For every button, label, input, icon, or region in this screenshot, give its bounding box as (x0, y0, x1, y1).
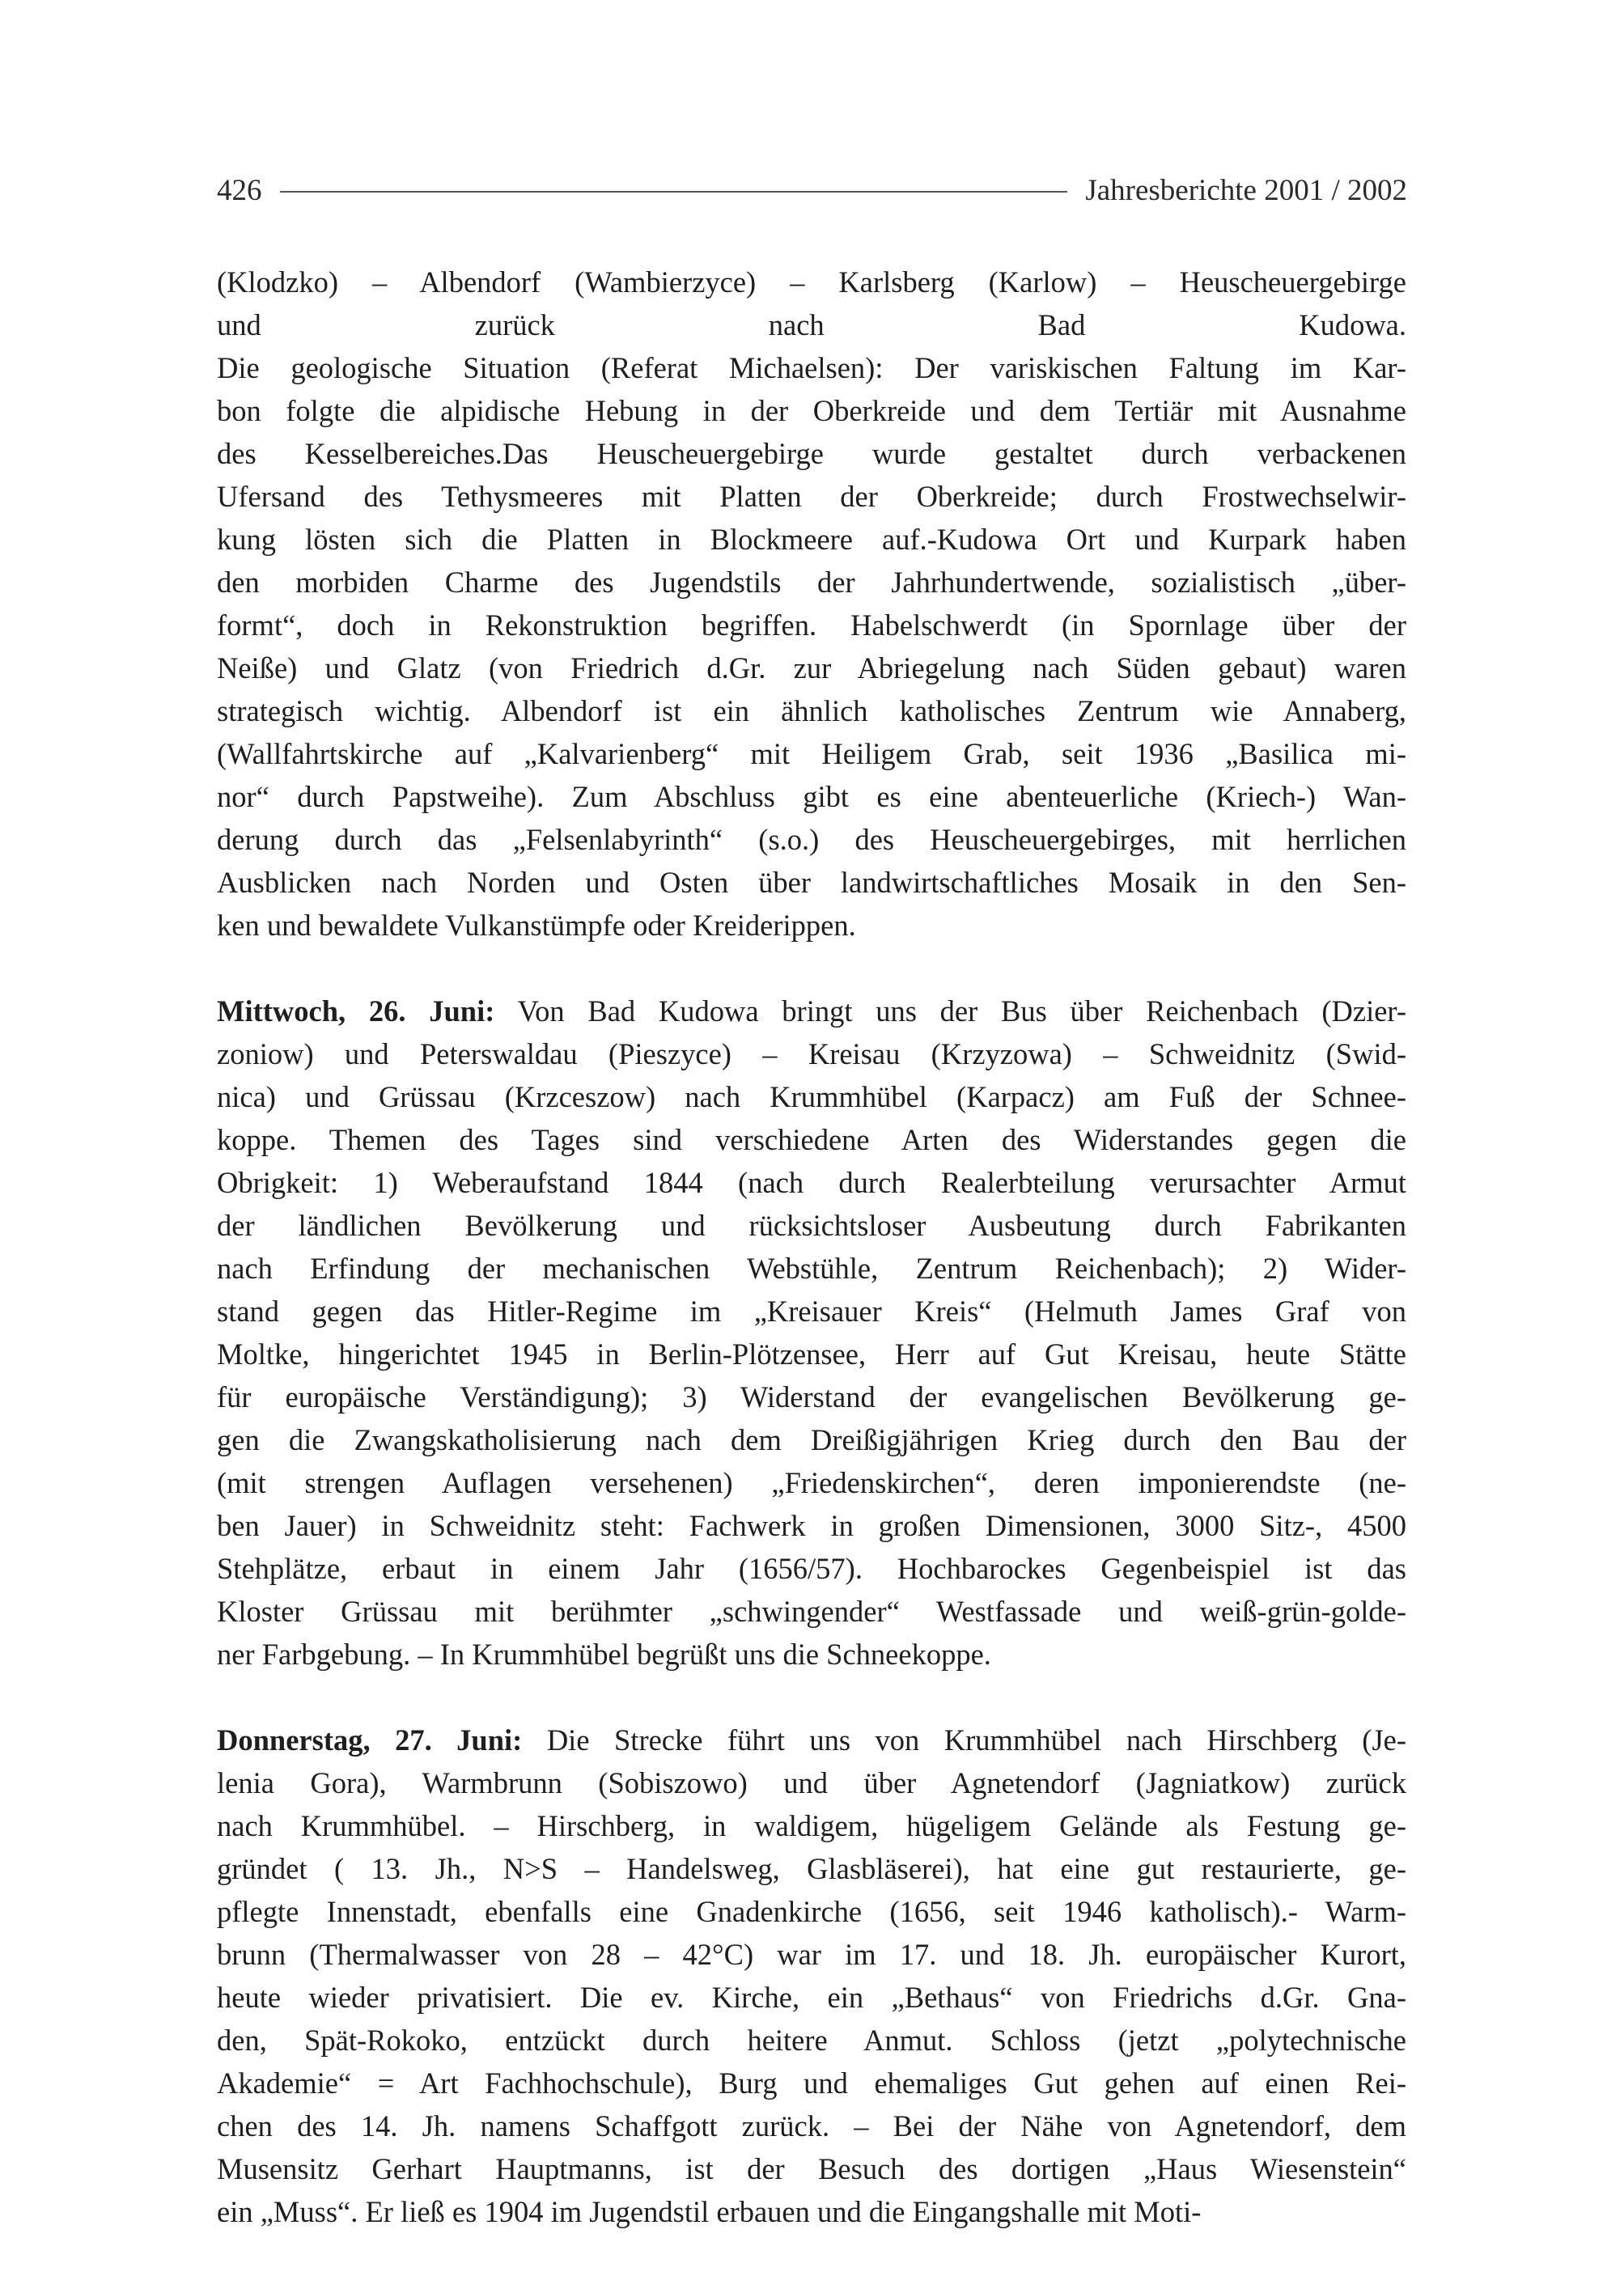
text-line (217, 818, 1406, 861)
line-text: ken und bewaldete Vulkanstümpfe oder Kreiderippen. (217, 909, 856, 942)
line-text: (Wallfahrtskirche auf „Kalvarienberg“ mit Heiligem Grab, seit 1936 „Basilica mi- (217, 737, 1406, 770)
line-text: Akademie“ = Art Fachhochschule), Burg und ehemaliges Gut gehen auf einen Rei- (217, 2066, 1406, 2100)
running-title: Jahresberichte 2001 / 2002 (1085, 173, 1407, 207)
header-rule (280, 191, 1068, 193)
line-text: nica) und Grüssau (Krzceszow) nach Krummhübel (Karpacz) am Fuß der Schnee- (217, 1080, 1406, 1113)
text-line (217, 2147, 1406, 2190)
line-text: zoniow) und Peterswaldau (Pieszyce) – Kreisau (Krzyzowa) – Schweidnitz (Swid- (217, 1037, 1406, 1070)
text-line (217, 990, 1406, 1032)
line-text: formt“, doch in Rekonstruktion begriffen. Habelschwerdt (in Spornlage über der (217, 608, 1406, 642)
line-text: bon folgte die alpidische Hebung in der Oberkreide und dem Tertiär mit Ausnahme (217, 394, 1406, 427)
text-line (217, 1847, 1406, 1890)
page-number: 426 (217, 173, 262, 207)
text-line (217, 775, 1406, 818)
text-line (217, 1075, 1406, 1118)
text-line (217, 1504, 1406, 1547)
text-line (217, 2019, 1406, 2062)
line-text: und zurück nach Bad Kudowa. (217, 308, 1406, 341)
line-text: gen die Zwangskatholisierung nach dem Dreißigjährigen Krieg durch den Bau der (217, 1423, 1406, 1456)
text-line (217, 1976, 1406, 2019)
text-line (217, 1418, 1406, 1461)
line-text: nach Erfindung der mechanischen Webstühle, Zentrum Reichenbach); 2) Wider- (217, 1252, 1406, 1285)
line-text: gründet ( 13. Jh., N>S – Handelsweg, Glasbläserei), hat eine gut restaurierte, ge- (217, 1852, 1406, 1885)
line-text: koppe. Themen des Tages sind verschiedene Arten des Widerstandes gegen die (217, 1123, 1406, 1156)
running-head (217, 170, 1407, 210)
text-line (217, 904, 1406, 947)
line-text: ner Farbgebung. – In Krummhübel begrüßt uns die Schneekoppe. (217, 1638, 991, 1671)
text-line (217, 475, 1406, 518)
text-line (217, 2104, 1406, 2147)
text-line (217, 1890, 1406, 1933)
line-text: nach Krummhübel. – Hirschberg, in waldigem, hügeligem Gelände als Festung ge- (217, 1809, 1406, 1842)
line-text: Obrigkeit: 1) Weberaufstand 1844 (nach durch Realerbteilung verursachter Armut (217, 1166, 1406, 1199)
text-line (217, 1804, 1406, 1847)
paragraph (217, 1719, 1406, 2233)
line-text: (mit strengen Auflagen versehenen) „Friedenskirchen“, deren imponierendste (ne- (217, 1466, 1406, 1499)
text-line (217, 1761, 1406, 1804)
paragraph-gap (217, 1676, 1406, 1719)
line-text: strategisch wichtig. Albendorf ist ein ähnlich katholisches Zentrum wie Annaberg, (217, 694, 1406, 727)
line-text: des Kesselbereiches.Das Heuscheuergebirge wurde gestaltet durch verbackenen (217, 437, 1406, 470)
line-text: Moltke, hingerichtet 1945 in Berlin-Plötzensee, Herr auf Gut Kreisau, heute Stätte (217, 1337, 1406, 1371)
text-line (217, 2190, 1406, 2233)
line-text: (Klodzko) – Albendorf (Wambierzyce) – Karlsberg (Karlow) – Heuscheuergebirge (217, 265, 1406, 299)
line-text: der ländlichen Bevölkerung und rücksichtsloser Ausbeutung durch Fabrikanten (217, 1209, 1406, 1242)
line-text: Ufersand des Tethysmeeres mit Platten der Oberkreide; durch Frostwechselwir- (217, 480, 1406, 513)
line-text: Stehplätze, erbaut in einem Jahr (1656/57). Hochbarockes Gegenbeispiel ist das (217, 1552, 1406, 1585)
line-text: Kloster Grüssau mit berühmter „schwingender“ Westfassade und weiß-grün-golde- (217, 1595, 1406, 1628)
paragraph (217, 990, 1406, 1676)
line-text: Von Bad Kudowa bringt uns der Bus über Reichenbach (Dzier- (494, 994, 1407, 1028)
text-line (217, 303, 1406, 346)
text-line (217, 1290, 1406, 1333)
line-text: ein „Muss“. Er ließ es 1904 im Jugendstil erbauen und die Eingangshalle mit Moti- (217, 2195, 1202, 2228)
line-text: pflegte Innenstadt, ebenfalls eine Gnadenkirche (1656, seit 1946 katholisch).- Warm- (217, 1895, 1406, 1928)
text-line (217, 1204, 1406, 1247)
text-line (217, 861, 1406, 904)
paragraph-gap (217, 947, 1406, 990)
text-line (217, 1118, 1406, 1161)
text-line (217, 646, 1406, 689)
line-text: chen des 14. Jh. namens Schaffgott zurück. – Bei der Nähe von Agnetendorf, dem (217, 2109, 1406, 2143)
text-line (217, 1633, 1406, 1676)
paragraph (217, 261, 1406, 947)
line-text: derung durch das „Felsenlabyrinth“ (s.o.) des Heuscheuergebirges, mit herrlichen (217, 823, 1406, 856)
text-line (217, 1461, 1406, 1504)
line-text: stand gegen das Hitler-Regime im „Kreisauer Kreis“ (Helmuth James Graf von (217, 1295, 1406, 1328)
text-line (217, 1247, 1406, 1290)
line-text: lenia Gora), Warmbrunn (Sobiszowo) und über Agnetendorf (Jagniatkow) zurück (217, 1766, 1406, 1799)
text-line (217, 1933, 1406, 1976)
line-text: den morbiden Charme des Jugendstils der Jahrhundertwende, sozialistisch „über- (217, 566, 1406, 599)
paragraph-lead: Donnerstag, 27. Juni: (217, 1723, 523, 1757)
text-line (217, 1161, 1406, 1204)
text-line (217, 1333, 1406, 1375)
text-line (217, 1032, 1406, 1075)
line-text: Musensitz Gerhart Hauptmanns, ist der Besuch des dortigen „Haus Wiesenstein“ (217, 2152, 1406, 2185)
text-line (217, 346, 1406, 389)
line-text: brunn (Thermalwasser von 28 – 42°C) war im 17. und 18. Jh. europäischer Kurort, (217, 1938, 1406, 1971)
text-line (217, 732, 1406, 775)
text-line (217, 561, 1406, 604)
line-text: für europäische Verständigung); 3) Widerstand der evangelischen Bevölkerung ge- (217, 1380, 1406, 1414)
line-text: heute wieder privatisiert. Die ev. Kirche, ein „Bethaus“ von Friedrichs d.Gr. Gna- (217, 1981, 1406, 2014)
text-line (217, 1547, 1406, 1590)
line-text: kung lösten sich die Platten in Blockmeere auf.-Kudowa Ort und Kurpark haben (217, 523, 1406, 556)
text-line (217, 389, 1406, 432)
text-line (217, 518, 1406, 561)
text-line (217, 261, 1406, 303)
text-line (217, 604, 1406, 646)
line-text: ben Jauer) in Schweidnitz steht: Fachwerk in großen Dimensionen, 3000 Sitz-, 4500 (217, 1509, 1406, 1542)
text-line (217, 2062, 1406, 2104)
body-text (217, 261, 1406, 2233)
line-text: nor“ durch Papstweihe). Zum Abschluss gibt es eine abenteuerliche (Kriech-) Wan- (217, 780, 1406, 813)
text-line (217, 432, 1406, 475)
text-line (217, 1719, 1406, 1761)
text-line (217, 1590, 1406, 1633)
paragraph-lead: Mittwoch, 26. Juni: (217, 994, 495, 1028)
text-line (217, 689, 1406, 732)
line-text: Die geologische Situation (Referat Michaelsen): Der variskischen Faltung im Kar- (217, 351, 1406, 384)
line-text: Die Strecke führt uns von Krummhübel nach Hirschberg (Je- (522, 1723, 1406, 1757)
line-text: den, Spät-Rokoko, entzückt durch heitere Anmut. Schloss (jetzt „polytechnische (217, 2024, 1406, 2057)
text-line (217, 1375, 1406, 1418)
line-text: Ausblicken nach Norden und Osten über landwirtschaftliches Mosaik in den Sen- (217, 866, 1406, 899)
line-text: Neiße) und Glatz (von Friedrich d.Gr. zur Abriegelung nach Süden gebaut) waren (217, 651, 1406, 685)
